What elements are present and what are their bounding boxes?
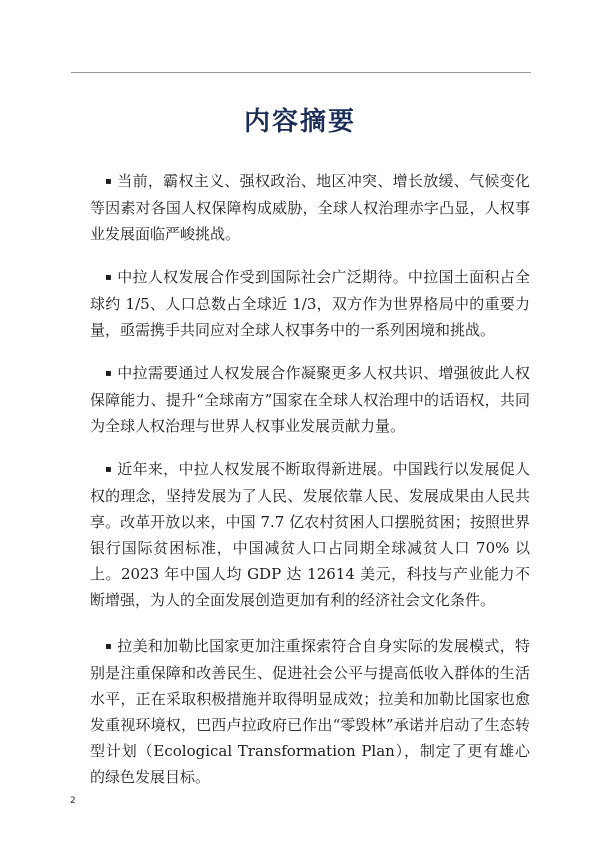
page-title: 内容摘要 (243, 107, 356, 138)
summary-body (90, 168, 530, 807)
header-divider (71, 72, 531, 73)
page-number: 2 (70, 796, 76, 806)
paragraph-text: 拉美和加勒比国家更加注重探索符合自身实际的发展模式，特别是注重保障和改善民生、促进社会公平与提高低收入群体的生活水平，正在采取积极措施并取得明显成效；拉美和加勒比国家也愈发重视环境权，巴西卢拉政府已作出“零毁林”承诺并启动了生态转型计划（Ecological Transformation Plan），制定了更有雄心的绿色发展目标。 (90, 637, 530, 786)
bullet-icon: ▪ (105, 176, 112, 187)
summary-paragraph-5 (90, 633, 530, 790)
summary-paragraph-2 (90, 264, 530, 343)
bullet-icon: ▪ (105, 641, 112, 652)
summary-paragraph-1 (90, 168, 530, 247)
paragraph-text: 中拉人权发展合作受到国际社会广泛期待。中拉国土面积占全球约 1/5、人口总数占全球近 1/3，双方作为世界格局中的重要力量，亟需携手共同应对全球人权事务中的一系列困境和挑战。 (90, 268, 530, 339)
paragraph-text: 近年来，中拉人权发展不断取得新进展。中国践行以发展促人权的理念，坚持发展为了人民、发展依靠人民、发展成果由人民共享。改革开放以来，中国 7.7 亿农村贫困人口摆脱贫困；按照世界银行国际贫困标准，中国减贫人口占同期全球减贫人口 70% 以上。2023 年中国人均 GDP 达 12614 美元，科技与产业能力不断增强，为人的全面发展创造更加有利的经济社会文化条件。 (90, 460, 530, 609)
bullet-icon: ▪ (105, 272, 112, 283)
summary-paragraph-3 (90, 360, 530, 439)
paragraph-text: 当前，霸权主义、强权政治、地区冲突、增长放缓、气候变化等因素对各国人权保障构成威胁，全球人权治理赤字凸显，人权事业发展面临严峻挑战。 (90, 172, 530, 243)
summary-paragraph-4 (90, 456, 530, 613)
paragraph-text: 中拉需要通过人权发展合作凝聚更多人权共识、增强彼此人权保障能力、提升“全球南方”国家在全球人权治理中的话语权，共同为全球人权治理与世界人权事业发展贡献力量。 (90, 364, 530, 435)
bullet-icon: ▪ (105, 464, 112, 475)
bullet-icon: ▪ (105, 368, 112, 379)
